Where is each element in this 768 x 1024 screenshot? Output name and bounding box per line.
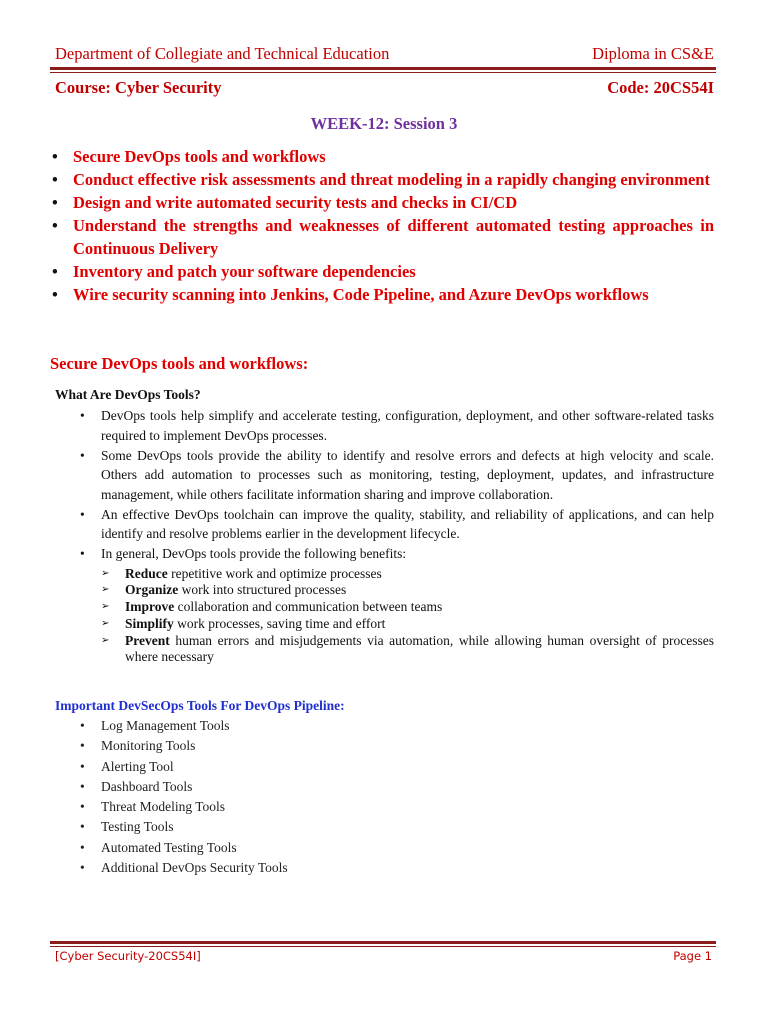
arrow-bullet-icon: ➢ <box>101 567 110 579</box>
objective-item <box>52 145 714 168</box>
bullet-icon: • <box>80 506 85 522</box>
page-footer <box>55 949 712 963</box>
bullet-icon: • <box>52 216 58 235</box>
tool-item <box>80 757 288 777</box>
devsecops-tools-list <box>80 716 288 878</box>
tool-name: Additional DevOps Security Tools <box>101 860 288 876</box>
course-code: Code: 20CS54I <box>607 78 714 97</box>
course-name: Course: Cyber Security <box>55 78 222 97</box>
department-name: Department of Collegiate and Technical Education <box>55 44 390 63</box>
tool-name: Log Management Tools <box>101 718 230 733</box>
objective-item <box>52 191 714 214</box>
benefits-list <box>101 566 714 667</box>
footer-rule-thin <box>50 946 716 947</box>
paragraph-text: An effective DevOps toolchain can improve the quality, stability, and reliability of applications, and can help identify and resolve problems earlier in the development lifecycle. <box>101 506 714 541</box>
bullet-icon: • <box>80 758 85 774</box>
objective-item <box>52 260 714 283</box>
benefit-item <box>101 566 714 583</box>
benefit-item <box>101 633 714 667</box>
bullet-icon: • <box>52 170 58 189</box>
paragraph-text: DevOps tools help simplify and accelerate testing, configuration, deployment, and other software-related tasks required to implement DevOps processes. <box>101 408 714 443</box>
bullet-icon: • <box>52 262 58 281</box>
bullet-icon: • <box>80 408 85 423</box>
objective-text: Inventory and patch your software dependencies <box>73 262 416 281</box>
benefit-term: Organize <box>125 582 179 598</box>
header-rule-thin <box>50 72 716 73</box>
bullet-icon: • <box>80 447 85 463</box>
bullet-icon: • <box>80 738 85 754</box>
tool-item <box>80 838 288 858</box>
objective-item <box>52 214 714 260</box>
benefit-text: work processes, saving time and effort <box>173 615 386 631</box>
paragraph-text: Some DevOps tools provide the ability to identify and resolve errors and defects at high velocity and scale. Others add automation to processes such as monitoring, testing, deployment, updates, and infrastructure management, while others facilitate information sharing and improve collaboration. <box>101 447 714 502</box>
tool-name: Threat Modeling Tools <box>101 799 226 815</box>
tool-item <box>80 817 288 837</box>
tool-name: Testing Tools <box>101 819 174 835</box>
arrow-bullet-icon: ➢ <box>101 584 110 596</box>
tool-item <box>80 736 288 756</box>
arrow-bullet-icon: ➢ <box>101 617 110 629</box>
tool-item <box>80 858 288 878</box>
objective-text: Understand the strengths and weaknesses of different automated testing approaches in Continuous Delivery <box>73 216 714 258</box>
devops-tools-list <box>80 406 714 666</box>
bullet-icon: • <box>52 147 58 166</box>
benefit-item <box>101 616 714 633</box>
page-number: Page 1 <box>673 949 712 963</box>
objective-text: Design and write automated security tests and checks in CI/CD <box>73 193 518 212</box>
objective-text: Conduct effective risk assessments and threat modeling in a rapidly changing environment <box>73 170 710 189</box>
objectives-list <box>52 145 714 306</box>
header-rule-thick <box>50 67 716 70</box>
arrow-bullet-icon: ➢ <box>101 601 110 613</box>
tool-name: Alerting Tool <box>101 758 174 774</box>
objective-item <box>52 283 714 306</box>
paragraph-item <box>80 446 714 505</box>
tool-item <box>80 797 288 817</box>
tools-heading: Important DevSecOps Tools For DevOps Pipeline: <box>55 698 345 713</box>
tool-item <box>80 716 288 736</box>
bullet-icon: • <box>80 778 85 794</box>
objective-text: Secure DevOps tools and workflows <box>73 147 326 166</box>
benefit-text: human errors and misjudgements via automation, while allowing human oversight of processes where necessary <box>125 632 714 665</box>
benefit-term: Improve <box>125 599 175 615</box>
benefit-term: Prevent <box>125 632 170 648</box>
objective-item <box>52 168 714 191</box>
bullet-icon: • <box>80 819 85 835</box>
week-title: WEEK-12: Session 3 <box>310 114 458 133</box>
paragraph-item <box>80 544 714 666</box>
page-header-top <box>55 44 714 64</box>
arrow-bullet-icon: ➢ <box>101 634 110 646</box>
diploma-name: Diploma in CS&E <box>592 44 714 63</box>
bullet-icon: • <box>52 193 58 212</box>
tool-name: Automated Testing Tools <box>101 839 237 855</box>
benefit-text: work into structured processes <box>178 582 347 598</box>
bullet-icon: • <box>52 285 58 304</box>
footer-course-label: [Cyber Security-20CS54I] <box>55 949 201 963</box>
footer-rule-thick <box>50 941 716 944</box>
benefit-text: repetitive work and optimize processes <box>167 565 382 581</box>
bullet-icon: • <box>80 860 85 876</box>
paragraph-item <box>80 406 714 445</box>
tool-item <box>80 777 288 797</box>
paragraph-text: In general, DevOps tools provide the following benefits: <box>101 546 407 561</box>
benefit-text: collaboration and communication between teams <box>174 599 443 615</box>
benefit-item <box>101 582 714 599</box>
section-heading: Secure DevOps tools and workflows: <box>50 354 309 373</box>
benefit-item <box>101 599 714 616</box>
objective-text: Wire security scanning into Jenkins, Code Pipeline, and Azure DevOps workflows <box>73 285 649 304</box>
tool-name: Dashboard Tools <box>101 778 193 794</box>
benefit-term: Reduce <box>125 565 168 581</box>
paragraph-item <box>80 505 714 544</box>
page-header-course <box>55 78 714 98</box>
bullet-icon: • <box>80 718 85 733</box>
tool-name: Monitoring Tools <box>101 738 196 754</box>
bullet-icon: • <box>80 799 85 815</box>
bullet-icon: • <box>80 546 85 561</box>
bullet-icon: • <box>80 839 85 855</box>
benefit-term: Simplify <box>125 615 174 631</box>
sub-heading: What Are DevOps Tools? <box>55 387 201 402</box>
